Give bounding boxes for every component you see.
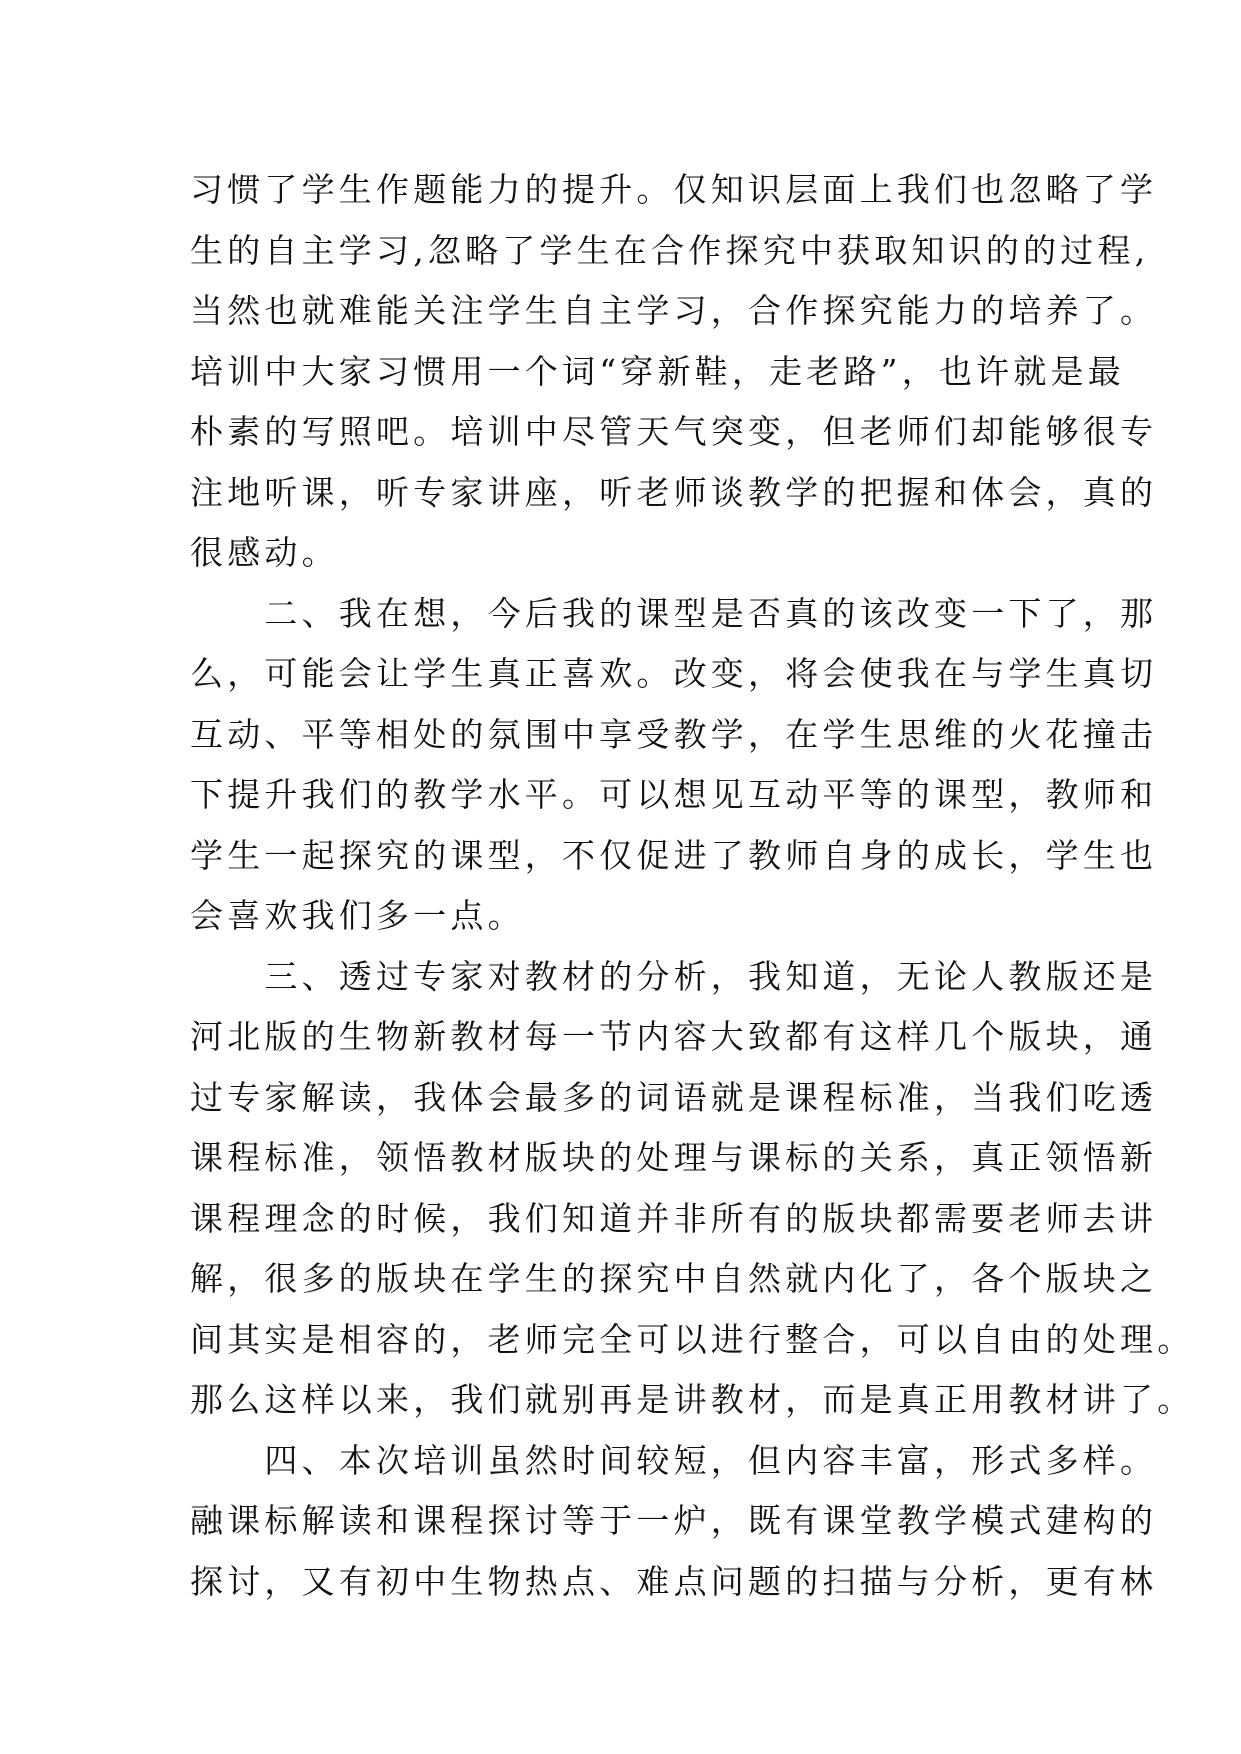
text-line: 三、透过专家对教材的分析，我知道，无论人教版还是 <box>190 956 1158 996</box>
text-line: 探讨，又有初中生物热点、难点问题的扫描与分析，更有林 <box>190 1561 1158 1601</box>
text-line: 生的自主学习,忽略了学生在合作探究中获取知识的的过程, <box>190 230 1150 270</box>
text-line: 很感动。 <box>190 533 339 572</box>
text-line: 二、我在想，今后我的课型是否真的该改变一下了，那 <box>190 593 1158 633</box>
text-line: 下提升我们的教学水平。可以想见互动平等的课型，教师和 <box>190 775 1158 814</box>
text-line: 习惯了学生作题能力的提升。仅知识层面上我们也忽略了学 <box>190 170 1158 209</box>
text-line: 解，很多的版块在学生的探究中自然就内化了，各个版块之 <box>190 1259 1158 1298</box>
text-line: 四、本次培训虽然时间较短，但内容丰富，形式多样。 <box>190 1440 1158 1480</box>
text-line: 间其实是相容的，老师完全可以进行整合，可以自由的处理。 <box>190 1319 1195 1359</box>
text-line: 互动、平等相处的氛围中享受教学，在学生思维的火花撞击 <box>190 714 1158 754</box>
text-line: 课程理念的时候，我们知道并非所有的版块都需要老师去讲 <box>190 1198 1158 1238</box>
text-line: 么，可能会让学生真正喜欢。改变，将会使我在与学生真切 <box>190 654 1158 693</box>
text-line: 注地听课，听专家讲座，听老师谈教学的把握和体会，真的 <box>190 472 1158 512</box>
text-line: 过专家解读，我体会最多的词语就是课程标准，当我们吃透 <box>190 1077 1158 1117</box>
text-line: 当然也就难能关注学生自主学习，合作探究能力的培养了。 <box>190 291 1158 330</box>
text-line: 培训中大家习惯用一个词“穿新鞋，走老路”，也许就是最 <box>190 351 1125 391</box>
text-line: 学生一起探究的课型，不仅促进了教师自身的成长，学生也 <box>190 835 1158 875</box>
text-line: 朴素的写照吧。培训中尽管天气突变，但老师们却能够很专 <box>190 412 1158 451</box>
text-line: 课程标准，领悟教材版块的处理与课标的关系，真正领悟新 <box>190 1138 1158 1177</box>
text-line: 融课标解读和课程探讨等于一炉，既有课堂教学模式建构的 <box>190 1501 1158 1540</box>
text-line: 会喜欢我们多一点。 <box>190 896 525 935</box>
text-line: 那么这样以来，我们就别再是讲教材，而是真正用教材讲了。 <box>190 1380 1195 1419</box>
body-text <box>190 160 1195 1612</box>
text-line: 河北版的生物新教材每一节内容大致都有这样几个版块，通 <box>190 1017 1158 1056</box>
